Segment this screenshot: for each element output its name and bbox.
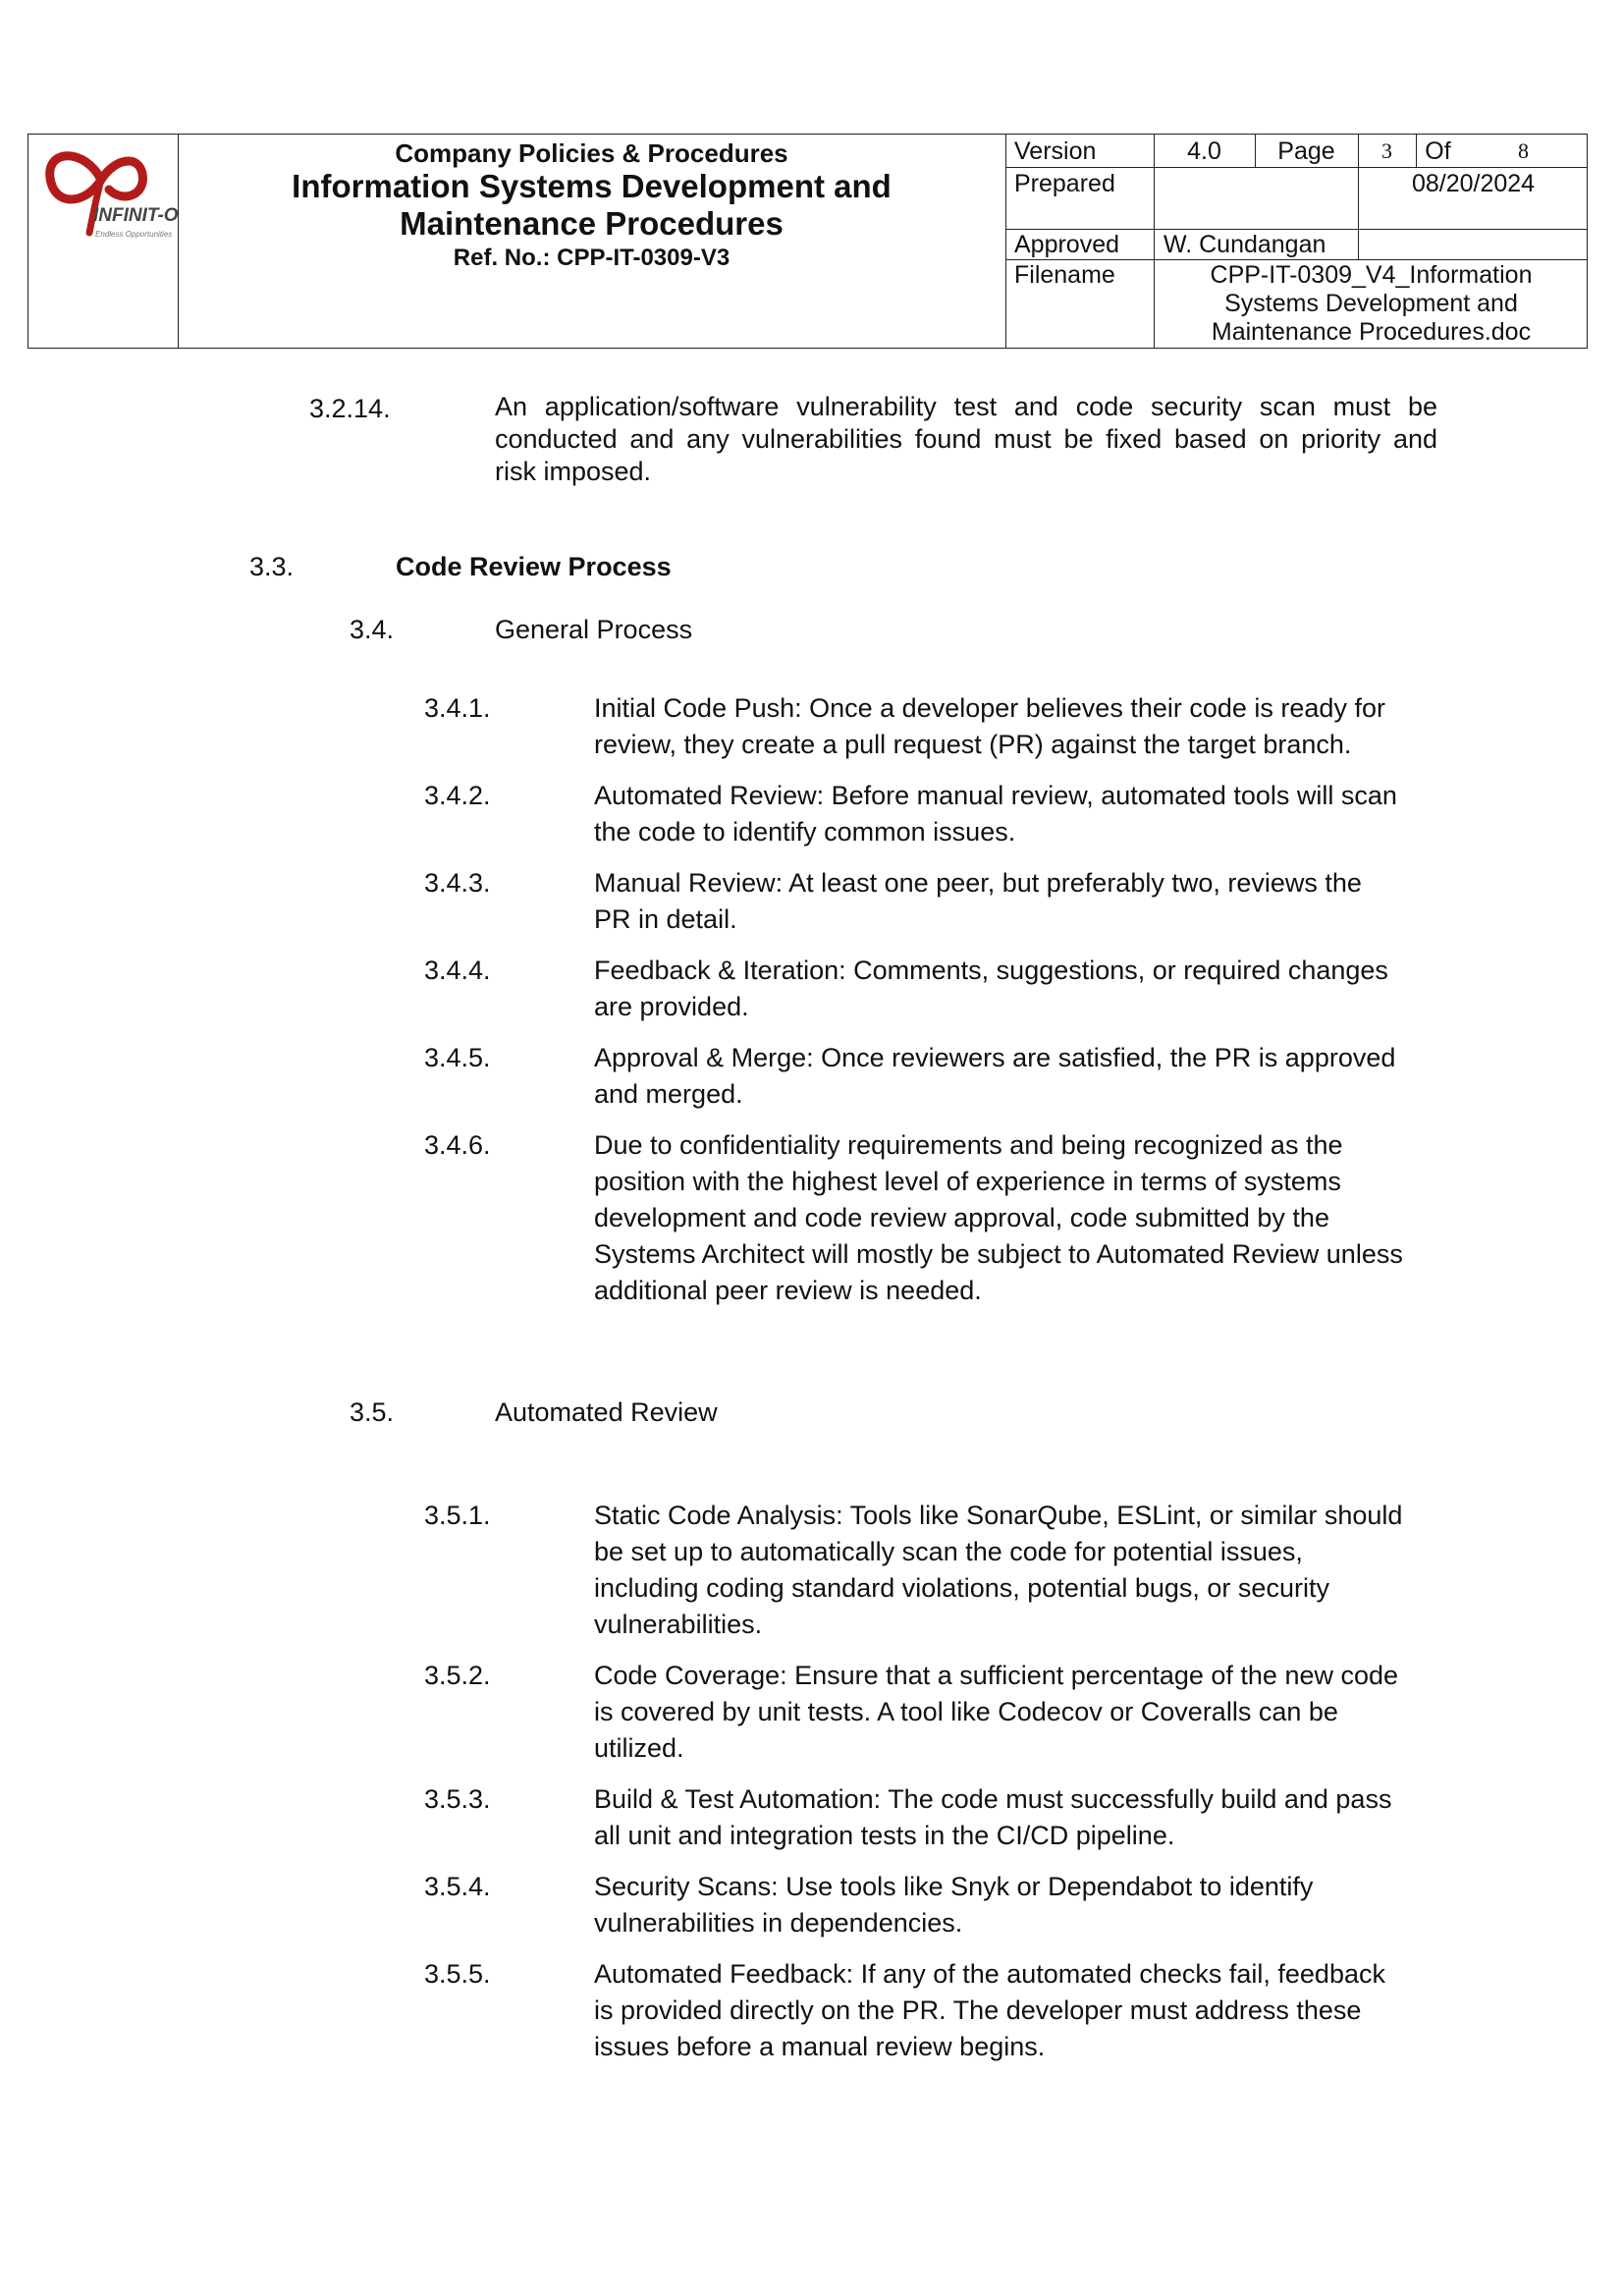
logo-tagline-text: Endless Opportunities xyxy=(95,230,173,239)
text-line: risk imposed. xyxy=(495,457,652,486)
text-line: is provided directly on the PR. The developer must address these xyxy=(594,1995,1362,2025)
filename-line: Maintenance Procedures.doc xyxy=(1211,318,1532,346)
text-line: is covered by unit tests. A tool like Codecov or Coveralls can be xyxy=(594,1697,1338,1726)
date-value: 08/20/2024 xyxy=(1411,170,1536,197)
of-label: Of xyxy=(1425,137,1451,165)
text-line: issues before a manual review begins. xyxy=(594,2032,1046,2061)
infinity-logo-icon xyxy=(28,135,178,272)
item-number: 3.4.3. xyxy=(424,868,491,898)
item-number: 3.5.1. xyxy=(424,1501,491,1530)
company-logo xyxy=(28,135,178,347)
text-line: Automated Review: Before manual review, automated tools will scan xyxy=(594,781,1397,810)
prepared-label: Prepared xyxy=(1014,170,1115,197)
divider xyxy=(1005,167,1587,168)
text-line: PR in detail. xyxy=(594,904,737,934)
text-line: position with the highest level of experience in terms of systems xyxy=(594,1167,1341,1196)
item-number: 3.2.14. xyxy=(309,394,391,423)
text-line: including coding standard violations, potential bugs, or security xyxy=(594,1573,1329,1603)
list-item xyxy=(594,1869,1458,1941)
item-number: 3.5.4. xyxy=(424,1872,491,1901)
item-number: 3.5.3. xyxy=(424,1784,491,1814)
section-heading: Automated Review xyxy=(495,1397,718,1427)
document-header xyxy=(27,134,1588,349)
item-number: 3.4.6. xyxy=(424,1130,491,1160)
item-number: 3.4.1. xyxy=(424,693,491,723)
divider xyxy=(1005,229,1587,230)
text-line: be set up to automatically scan the code for potential issues, xyxy=(594,1537,1303,1566)
section-number: 3.3. xyxy=(249,552,295,581)
header-title-block xyxy=(178,135,1005,347)
text-line: additional peer review is needed. xyxy=(594,1276,982,1305)
text-line: vulnerabilities. xyxy=(594,1610,763,1639)
approved-value: W. Cundangan xyxy=(1163,231,1326,258)
text-line: Systems Architect will mostly be subject to Automated Review unless xyxy=(594,1239,1403,1269)
list-item xyxy=(594,1956,1458,2065)
text-line: Initial Code Push: Once a developer believes their code is ready for xyxy=(594,693,1385,723)
filename-label: Filename xyxy=(1014,261,1115,289)
item-number: 3.4.5. xyxy=(424,1043,491,1072)
list-item xyxy=(594,953,1458,1025)
text-line: review, they create a pull request (PR) against the target branch. xyxy=(594,730,1352,759)
text-line: the code to identify common issues. xyxy=(594,817,1016,847)
text-line: An application/software vulnerability test and code security scan must be xyxy=(495,392,1437,421)
section-heading: General Process xyxy=(495,615,693,644)
text-line: development and code review approval, code submitted by the xyxy=(594,1203,1329,1232)
text-line: conducted and any vulnerabilities found must be fixed based on priority and xyxy=(495,424,1437,454)
logo-brand-text: INFINIT-O xyxy=(93,205,178,226)
text-line: Code Coverage: Ensure that a sufficient percentage of the new code xyxy=(594,1661,1399,1690)
text-line: are provided. xyxy=(594,992,749,1021)
text-line: and merged. xyxy=(594,1079,743,1109)
section-number: 3.5. xyxy=(350,1397,395,1427)
text-line: Build & Test Automation: The code must successfully build and pass xyxy=(594,1784,1392,1814)
list-item xyxy=(594,1658,1458,1767)
text-line: Security Scans: Use tools like Snyk or Dependabot to identify xyxy=(594,1872,1314,1901)
list-item xyxy=(594,865,1458,938)
text-line: Static Code Analysis: Tools like SonarQube, ESLint, or similar should xyxy=(594,1501,1403,1530)
list-item xyxy=(594,1781,1458,1854)
text-line: Feedback & Iteration: Comments, suggestions, or required changes xyxy=(594,956,1388,985)
approved-label: Approved xyxy=(1014,231,1120,258)
divider xyxy=(1005,259,1587,260)
item-number: 3.4.4. xyxy=(424,956,491,985)
document-title xyxy=(217,168,966,243)
page-label: Page xyxy=(1277,137,1335,165)
text-line: Due to confidentiality requirements and being recognized as the xyxy=(594,1130,1343,1160)
item-number: 3.4.2. xyxy=(424,781,491,810)
filename-line: Systems Development and xyxy=(1224,290,1518,317)
divider xyxy=(1358,229,1359,259)
section-heading: Code Review Process xyxy=(396,552,672,581)
item-number: 3.5.5. xyxy=(424,1959,491,1989)
total-pages-value: 8 xyxy=(1518,138,1529,163)
text-line: Manual Review: At least one peer, but preferably two, reviews the xyxy=(594,868,1362,898)
list-item xyxy=(594,1127,1458,1309)
filename-line: CPP-IT-0309_V4_Information xyxy=(1210,261,1533,289)
text-line: utilized. xyxy=(594,1733,684,1763)
text-line: all unit and integration tests in the CI/CD pipeline. xyxy=(594,1821,1175,1850)
title-line: Information Systems Development and xyxy=(292,168,892,204)
company-label: Company Policies & Procedures xyxy=(395,138,788,168)
list-item xyxy=(594,1040,1458,1113)
ref-label: Ref. No.: xyxy=(453,245,551,271)
list-item xyxy=(594,1498,1458,1643)
item-text xyxy=(495,391,1437,488)
text-line: Automated Feedback: If any of the automated checks fail, feedback xyxy=(594,1959,1385,1989)
reference-number xyxy=(178,245,1005,272)
ref-value: CPP-IT-0309-V3 xyxy=(557,245,730,271)
filename-value xyxy=(1154,261,1589,347)
page-value: 3 xyxy=(1381,138,1392,163)
version-value: 4.0 xyxy=(1187,137,1221,165)
list-item xyxy=(594,778,1458,850)
version-label: Version xyxy=(1014,137,1097,165)
section-number: 3.4. xyxy=(350,615,395,644)
title-line: Maintenance Procedures xyxy=(400,205,784,242)
list-item xyxy=(594,690,1458,763)
text-line: vulnerabilities in dependencies. xyxy=(594,1908,963,1938)
text-line: Approval & Merge: Once reviewers are satisfied, the PR is approved xyxy=(594,1043,1396,1072)
item-number: 3.5.2. xyxy=(424,1661,491,1690)
